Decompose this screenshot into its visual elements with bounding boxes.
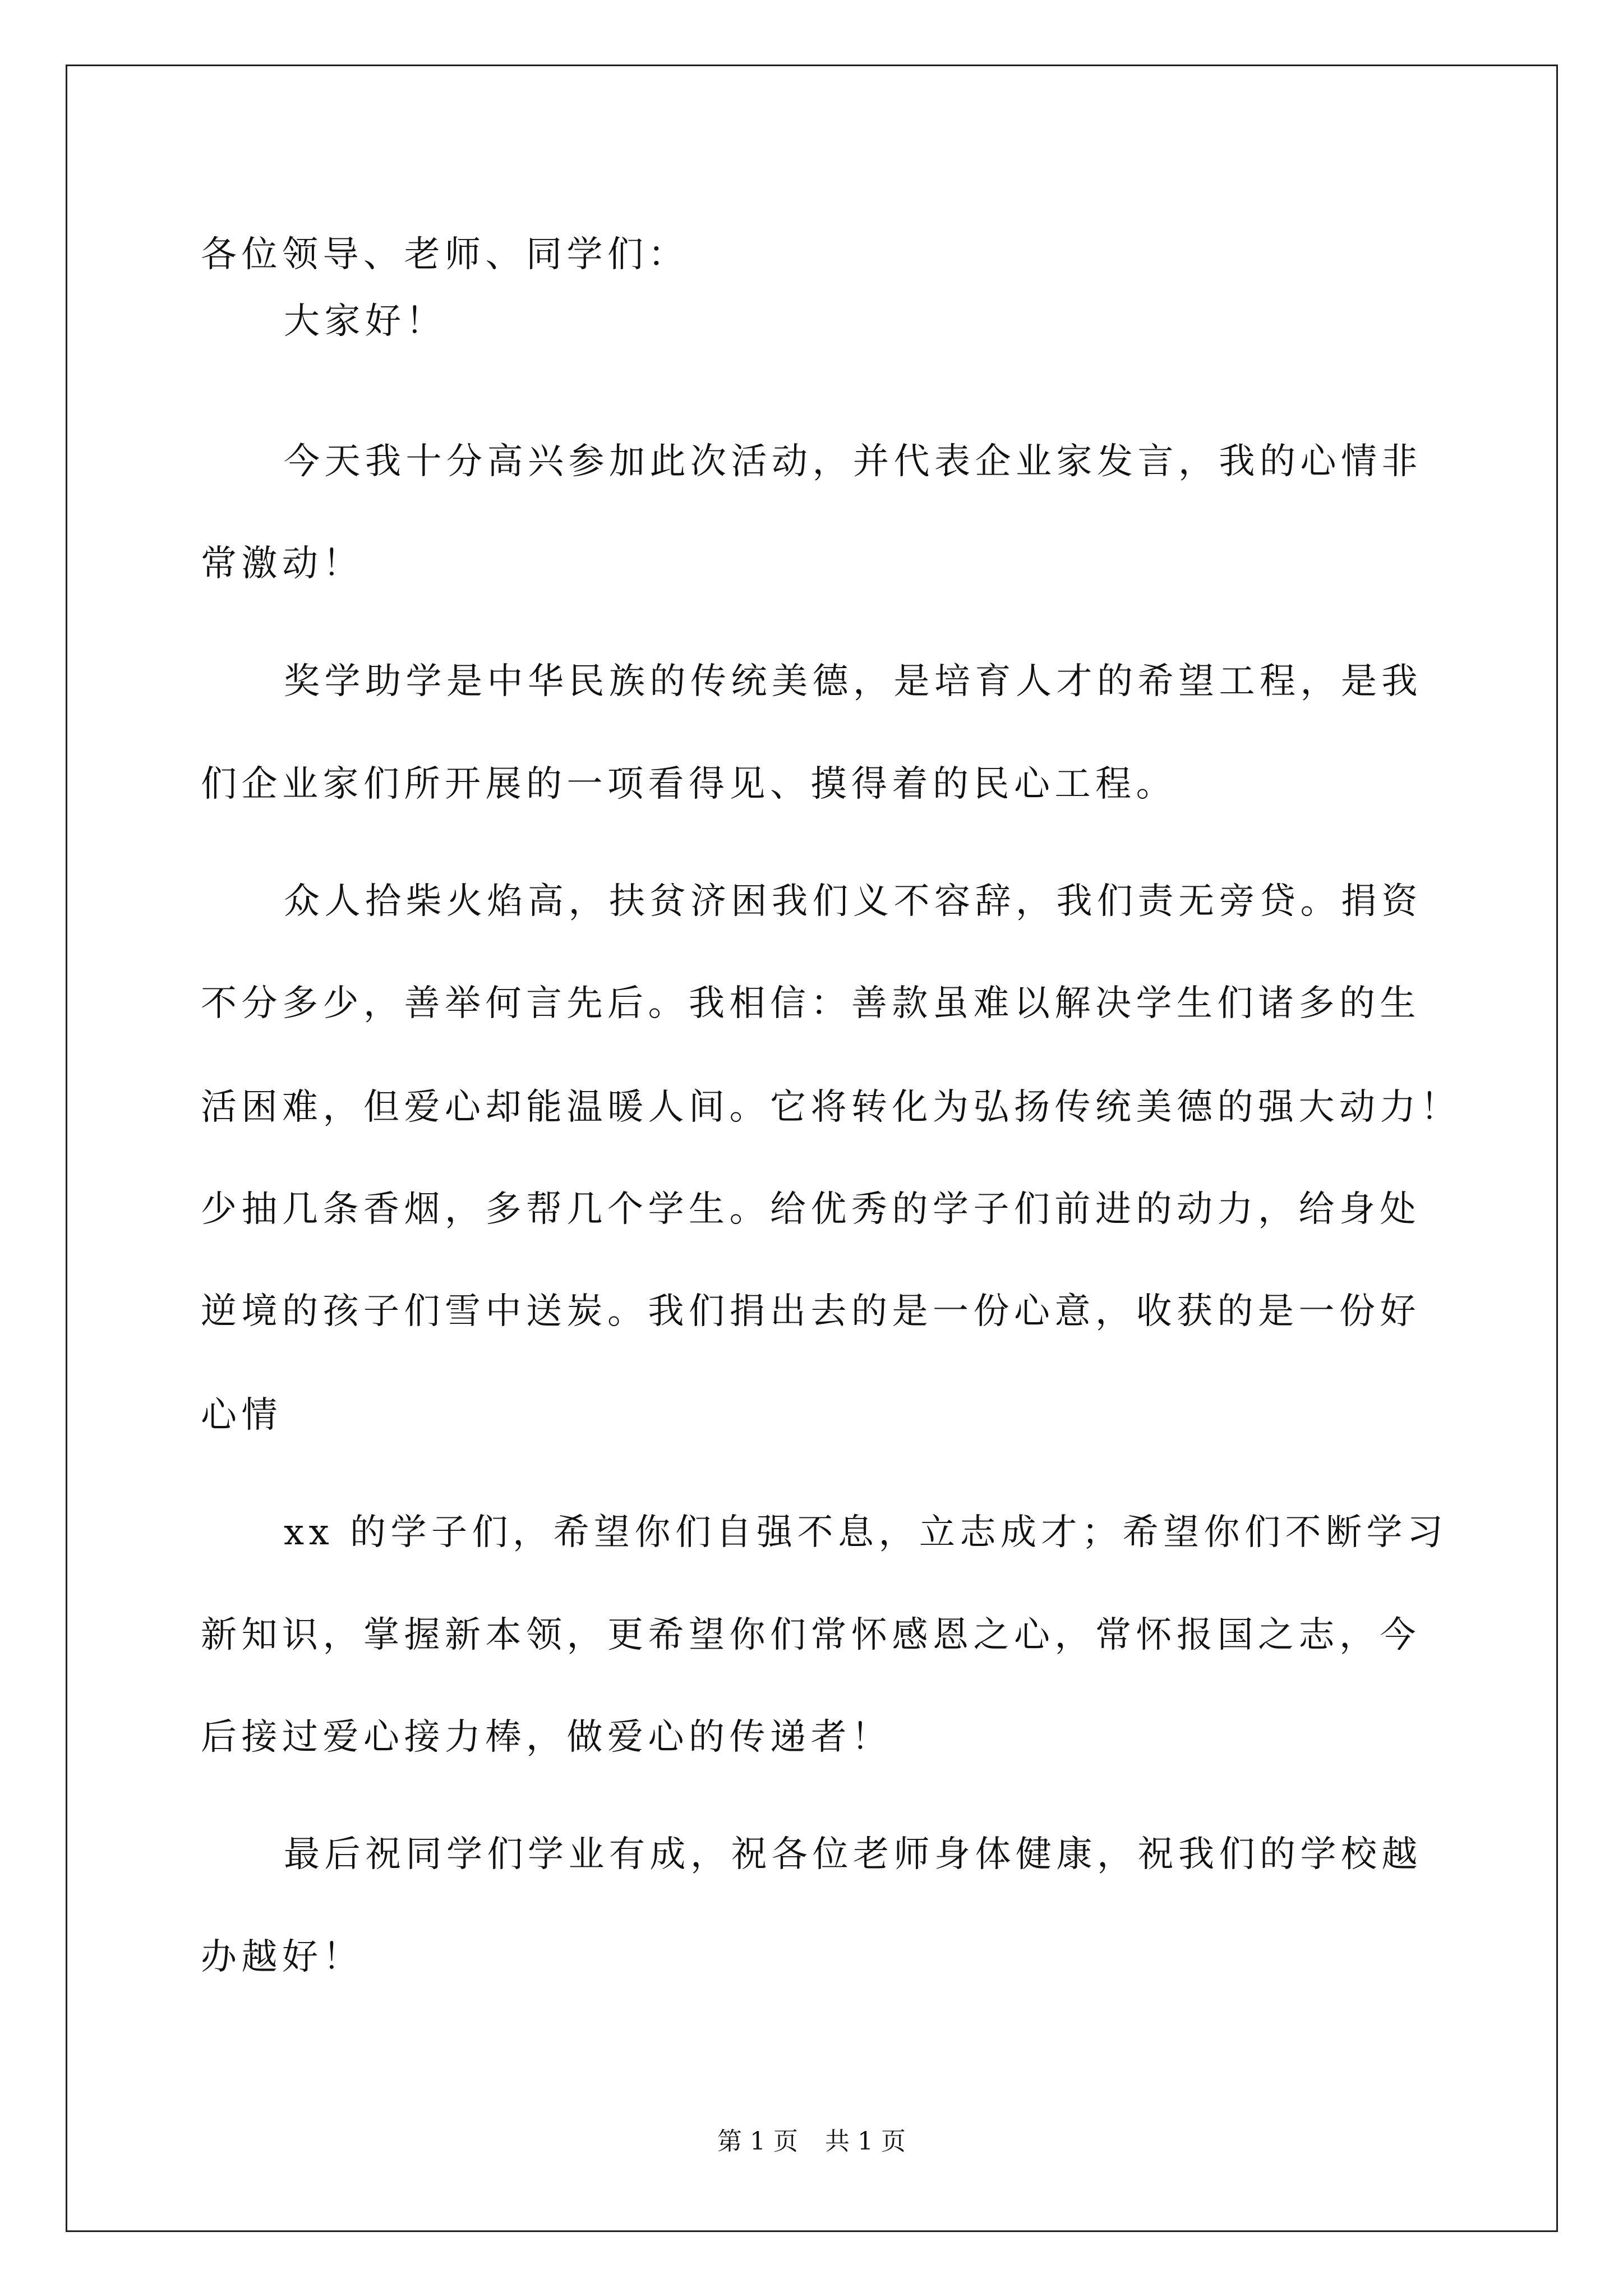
paragraph-4-line-3: 活困难，但爱心却能温暖人间。它将转化为弘扬传统美德的强大动力！: [201, 1087, 1461, 1128]
paragraph-5-line-2: 新知识，掌握新本领，更希望你们常怀感恩之心，常怀报国之志，今: [201, 1614, 1421, 1656]
paragraph-4-line-6: 心情: [201, 1395, 282, 1436]
paragraph-6-line-2: 办越好！: [201, 1936, 363, 1978]
paragraph-6-line-1: 最后祝同学们学业有成，祝各位老师身体健康，祝我们的学校越: [284, 1834, 1422, 1875]
paragraph-4-line-4: 少抽几条香烟，多帮几个学生。给优秀的学子们前进的动力，给身处: [201, 1189, 1421, 1230]
paragraph-2-line-2: 常激动！: [201, 543, 363, 585]
page-footer: [0, 2125, 1623, 2159]
paragraph-4-line-5: 逆境的孩子们雪中送炭。我们捐出去的是一份心意，收获的是一份好: [201, 1291, 1421, 1332]
paragraph-2-line-1: 今天我十分高兴参加此次活动，并代表企业家发言，我的心情非: [284, 441, 1422, 482]
page-number: 第 1 页: [717, 2127, 798, 2156]
paragraph-4-line-1: 众人拾柴火焰高，扶贫济困我们义不容辞，我们责无旁贷。捐资: [284, 881, 1422, 922]
paragraph-3-line-2: 们企业家们所开展的一项看得见、摸得着的民心工程。: [201, 763, 1177, 805]
paragraph-1-line-1: 大家好！: [284, 301, 446, 342]
greeting: 各位领导、老师、同学们：: [201, 234, 689, 275]
paragraph-3-line-1: 奖学助学是中华民族的传统美德，是培育人才的希望工程，是我: [284, 661, 1422, 702]
paragraph-4-line-2: 不分多少，善举何言先后。我相信：善款虽难以解决学生们诸多的生: [201, 983, 1421, 1024]
paragraph-5-line-1: xx 的学子们，希望你们自强不息，立志成才；希望你们不断学习: [284, 1512, 1448, 1553]
page-total: 共 1 页: [825, 2127, 906, 2156]
paragraph-5-line-3: 后接过爱心接力棒，做爱心的传递者！: [201, 1717, 892, 1758]
page-border: [66, 65, 1558, 2232]
